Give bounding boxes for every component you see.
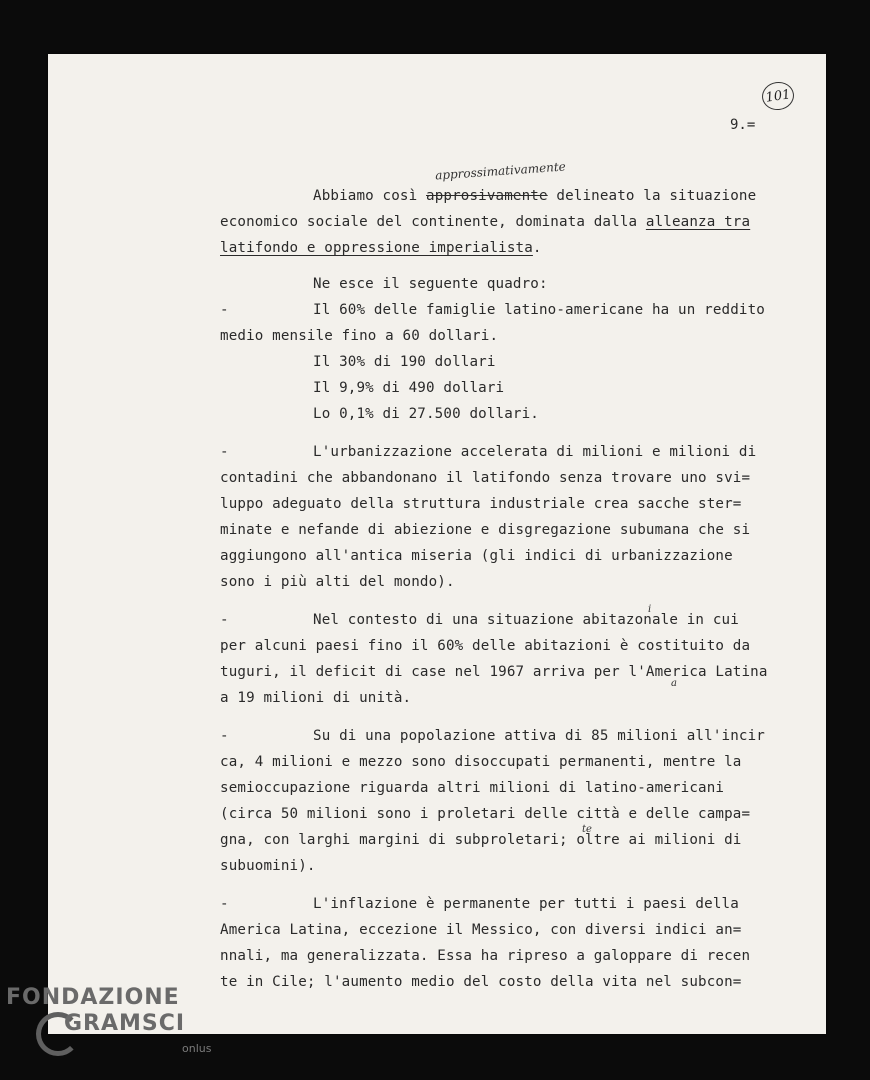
bullet-dash: - <box>220 728 229 744</box>
watermark-line2: GRAMSCI <box>64 1011 186 1036</box>
text-line: Lo 0,1% di 27.500 dollari. <box>313 406 539 422</box>
text-line: Abbiamo così approsivamente delineato la situazione <box>313 188 757 204</box>
bullet-dash: - <box>220 896 229 912</box>
text-line: contadini che abbandonano il latifondo senza trovare uno svi= <box>220 470 751 486</box>
text-line: a 19 milioni di unità. <box>220 690 412 706</box>
text-line: minate e nefande di abiezione e disgregazione subumana che si <box>220 522 751 538</box>
archive-number-stamp: 101 <box>760 80 796 112</box>
handwritten-mark: a <box>671 678 677 689</box>
watermark-line1: FONDAZIONE <box>6 985 180 1010</box>
text-line: L'urbanizzazione accelerata di milioni e milioni di <box>313 444 757 460</box>
text-line: Su di una popolazione attiva di 85 milioni all'incir <box>313 728 765 744</box>
text-line: tuguri, il deficit di case nel 1967 arriva per l'America Latina <box>220 664 768 680</box>
text-line: economico sociale del continente, dominata dalla alleanza tra <box>220 214 751 230</box>
text-line: America Latina, eccezione il Messico, con diversi indici an= <box>220 922 742 938</box>
bullet-dash: - <box>220 612 229 628</box>
text-line: latifondo e oppressione imperialista. <box>220 240 542 256</box>
text-line: medio mensile fino a 60 dollari. <box>220 328 499 344</box>
text-line: luppo adeguato della struttura industriale crea sacche ster= <box>220 496 742 512</box>
struck-word: approsivamente <box>426 188 548 204</box>
handwritten-correction: approssimativamente <box>434 159 567 183</box>
text-line: semioccupazione riguarda altri milioni di latino-americani <box>220 780 725 796</box>
text-line: Il 9,9% di 490 dollari <box>313 380 505 396</box>
text-line: Il 30% di 190 dollari <box>313 354 496 370</box>
text-line: Ne esce il seguente quadro: <box>313 276 548 292</box>
text-line: gna, con larghi margini di subproletari; oltre ai milioni di <box>220 832 742 848</box>
bullet-dash: - <box>220 444 229 460</box>
text-line: sono i più alti del mondo). <box>220 574 455 590</box>
text-line: ca, 4 milioni e mezzo sono disoccupati permanenti, mentre la <box>220 754 742 770</box>
text-line: nnali, ma generalizzata. Essa ha ripreso a galoppare di recen <box>220 948 751 964</box>
text-line: subuomini). <box>220 858 316 874</box>
text-line: te in Cile; l'aumento medio del costo della vita nel subcon= <box>220 974 742 990</box>
handwritten-mark: te <box>582 824 592 835</box>
bullet-dash: - <box>220 302 229 318</box>
text-line: per alcuni paesi fino il 60% delle abitazioni è costituito da <box>220 638 751 654</box>
handwritten-mark: i <box>648 604 652 615</box>
page-number: 9.= <box>730 117 756 133</box>
text-line: (circa 50 milioni sono i proletari delle città e delle campa= <box>220 806 751 822</box>
foundation-watermark <box>6 985 212 1055</box>
watermark-suffix: onlus <box>182 1042 212 1055</box>
underlined-phrase: latifondo e oppressione imperialista <box>220 240 533 256</box>
text-line: L'inflazione è permanente per tutti i paesi della <box>313 896 739 912</box>
text-line: Il 60% delle famiglie latino-americane ha un reddito <box>313 302 765 318</box>
text-line: aggiungono all'antica miseria (gli indici di urbanizzazione <box>220 548 733 564</box>
underlined-phrase: alleanza tra <box>645 214 751 230</box>
text-line: Nel contesto di una situazione abitazonale in cui <box>313 612 739 628</box>
